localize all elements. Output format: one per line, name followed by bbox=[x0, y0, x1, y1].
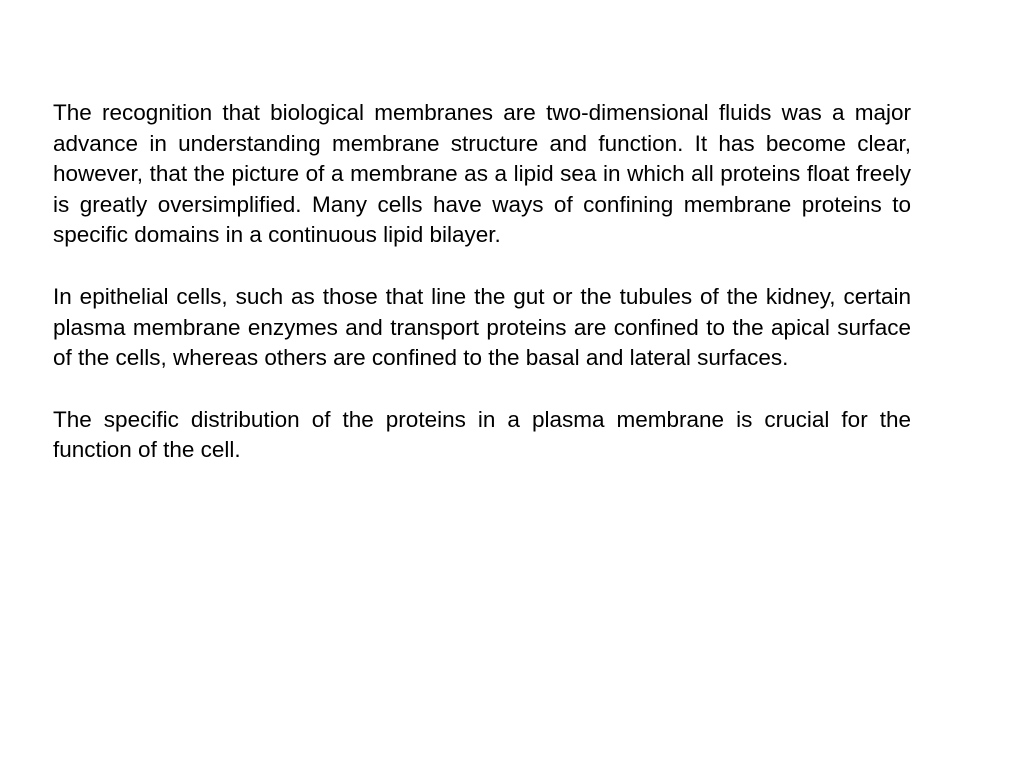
paragraph-epithelial-cells: In epithelial cells, such as those that line the gut or the tubules of the kidney, certain plasma membrane enzymes and transport proteins are confined to the apical surface of the cells, whereas others are confined to the basal and lateral surfaces. bbox=[53, 283, 911, 371]
paragraph-membrane-fluidity: The recognition that biological membranes are two-dimensional fluids was a major advance in understanding membrane structure and function. It has become clear, however, that the picture of a membrane as a lipid sea in which all proteins float freely is greatly oversimplified. Many cells have ways of confining membrane proteins to specific domains in a continuous lipid bilayer. bbox=[53, 100, 911, 248]
paragraph-protein-distribution: The specific distribution of the proteins in a plasma membrane is crucial for the function of the cell. bbox=[53, 406, 911, 463]
slide-text-body bbox=[53, 98, 911, 497]
